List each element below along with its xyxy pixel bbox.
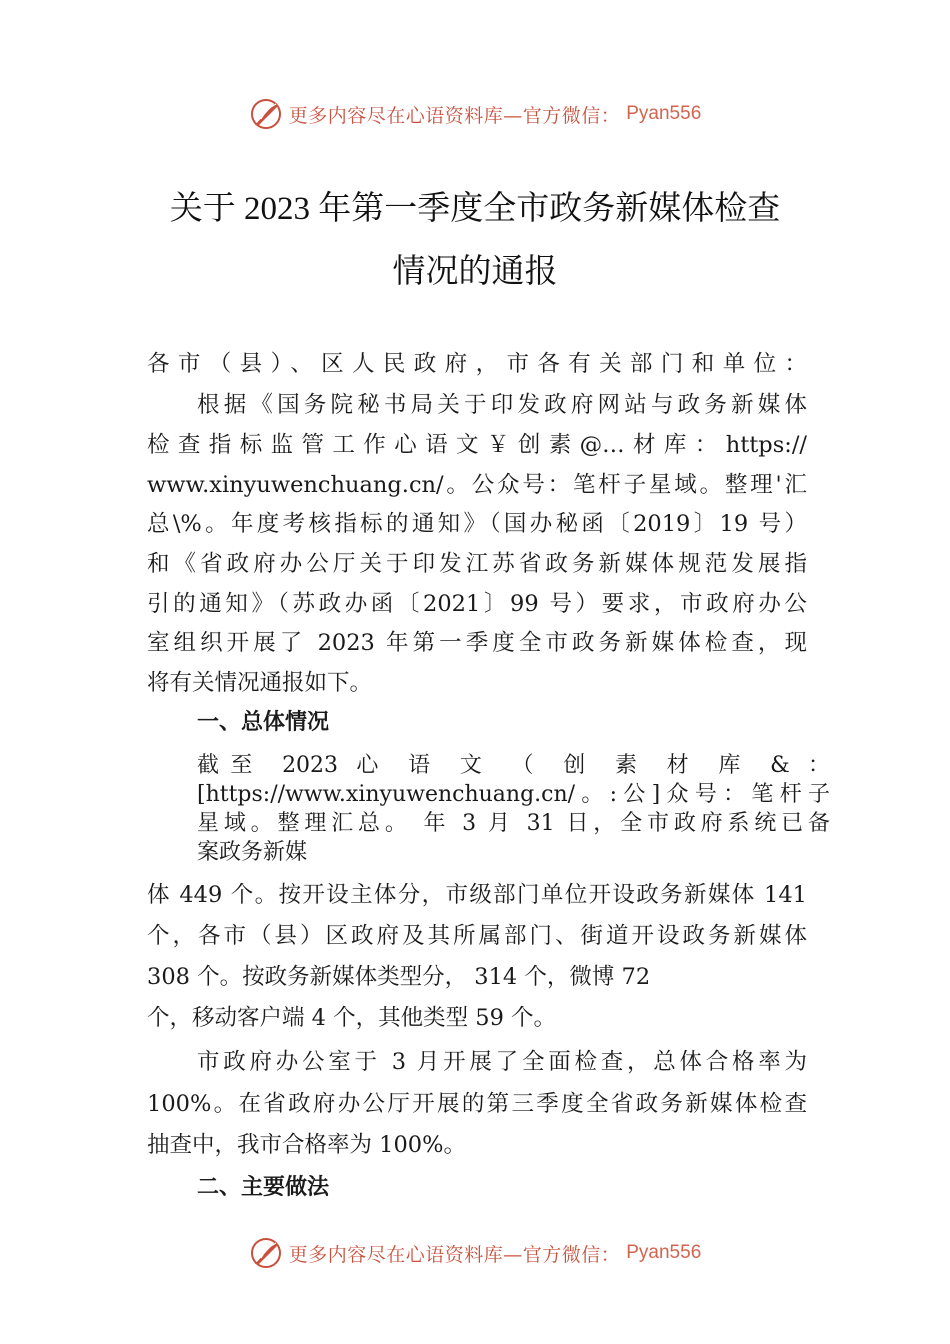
paragraph-line: 抽查中，我市合格率为 100%。: [147, 1132, 466, 1158]
footer-watermark-banner: [0, 1233, 950, 1273]
paragraph-line: 308 个。按政务新媒体类型分， 314 个，微博 72: [147, 964, 651, 990]
paragraph-line: 和《省政府办公厅关于印发江苏省政务新媒体规范发展指: [147, 551, 807, 577]
paragraph-line: 100%。在省政府办公厅开展的第三季度全省政务新媒体检查: [147, 1091, 807, 1117]
paragraph-line: 市政府办公室于 3 月开展了全面检查，总体合格率为: [197, 1049, 807, 1075]
banner-wechat-id: Pyan556: [626, 103, 702, 124]
paragraph-line: 个，各市（县）区政府及其所属部门、街道开设政务新媒体: [147, 923, 807, 949]
section-heading-main-practices: 二、主要做法: [197, 1175, 330, 1200]
header-watermark-banner: [0, 94, 950, 134]
paragraph-line: [https://www.xinyuwenchuang.cn/。:公]众号：笔杆子: [197, 782, 830, 807]
paragraph-line: 体 449 个。按开设主体分，市级部门单位开设政务新媒体 141: [147, 882, 807, 908]
paragraph-line: 总\%。年度考核指标的通知》（国办秘函〔2019〕19 号）: [147, 511, 807, 537]
paragraph-line: 检查指标监管工作心语文￥创素@…材库：https://: [147, 432, 807, 458]
salutation: 各市（县）、区人民政府，市各有关部门和单位：: [147, 351, 807, 377]
paragraph-line: 个，移动客户端 4 个，其他类型 59 个。: [147, 1005, 557, 1031]
quill-logo-icon: [249, 97, 283, 131]
paragraph-line: 根据《国务院秘书局关于印发政府网站与政务新媒体: [197, 392, 807, 418]
paragraph-line: 将有关情况通报如下。: [147, 670, 373, 696]
paragraph-line: 室组织开展了 2023 年第一季度全市政务新媒体检查，现: [147, 630, 807, 656]
paragraph-line: www.xinyuwenchuang.cn/。公众号：笔杆子星域。整理'汇: [147, 472, 807, 498]
section-heading-overview: 一、总体情况: [197, 710, 330, 735]
banner-text: 更多内容尽在心语资料库—官方微信：: [288, 1243, 621, 1266]
paragraph-line: 截至 2023 心 语 文 （ 创 素 材 库 & ：: [197, 753, 830, 778]
banner-wechat-id: Pyan556: [626, 1242, 702, 1263]
banner-text: 更多内容尽在心语资料库—官方微信：: [288, 104, 621, 127]
paragraph-line: 引的通知》（苏政办函〔2021〕99 号）要求，市政府办公: [147, 591, 807, 617]
paragraph-line: 星域。整理汇总。 年 3 月 31 日，全市政府系统已备: [197, 811, 830, 836]
document-title-line-1: 关于 2023 年第一季度全市政务新媒体检查: [169, 191, 781, 227]
paragraph-line: 案政务新媒: [197, 840, 308, 865]
document-title-line-2: 情况的通报: [392, 254, 558, 290]
quill-logo-icon: [249, 1236, 283, 1270]
